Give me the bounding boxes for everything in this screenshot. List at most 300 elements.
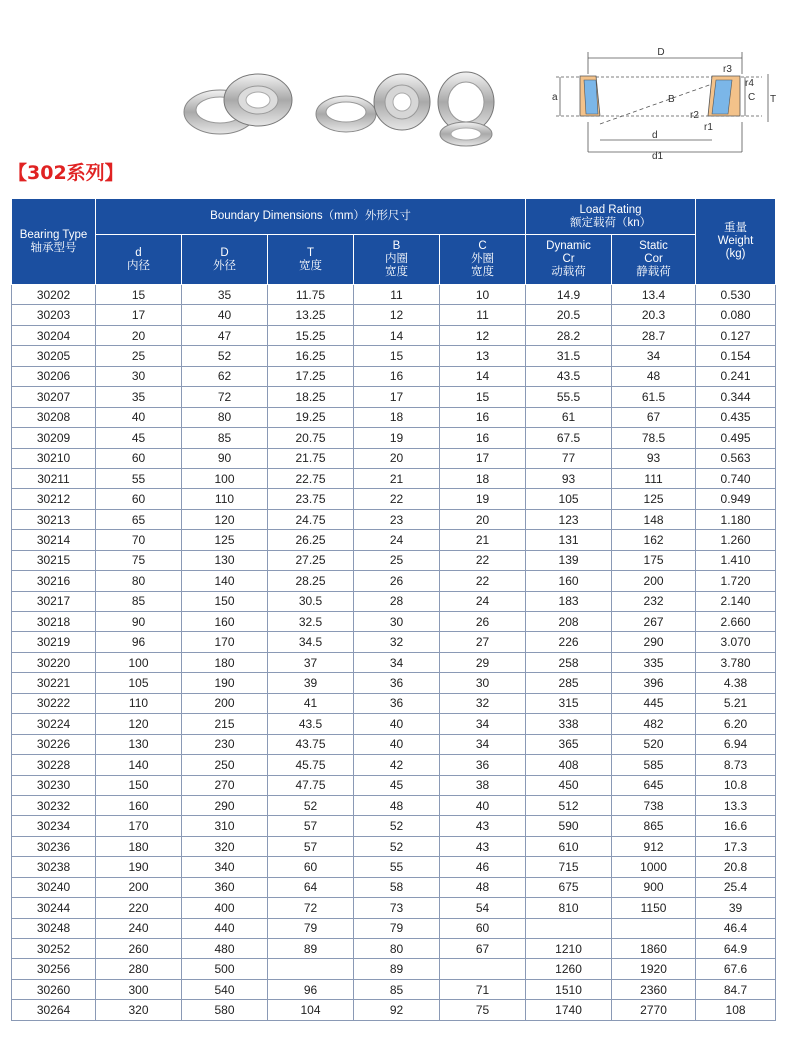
table-row	[12, 755, 776, 775]
cell-T	[268, 959, 354, 979]
cell-C: 43	[440, 836, 526, 856]
cell-B: 52	[354, 816, 440, 836]
cell-weight: 3.780	[696, 652, 776, 672]
table-row	[12, 877, 776, 897]
cell-C: 48	[440, 877, 526, 897]
cell-C: 36	[440, 755, 526, 775]
cell-bearing-type: 30214	[12, 530, 96, 550]
cell-d: 60	[96, 489, 182, 509]
cell-weight: 17.3	[696, 836, 776, 856]
cell-static-cor: 520	[612, 734, 696, 754]
cell-static-cor: 1860	[612, 939, 696, 959]
cell-d: 240	[96, 918, 182, 938]
cell-B: 14	[354, 325, 440, 345]
cell-D: 500	[182, 959, 268, 979]
cell-d: 20	[96, 325, 182, 345]
cell-B: 20	[354, 448, 440, 468]
cell-D: 230	[182, 734, 268, 754]
cell-C: 67	[440, 939, 526, 959]
cell-static-cor: 148	[612, 509, 696, 529]
cell-bearing-type: 30221	[12, 673, 96, 693]
label-r4: r4	[745, 78, 754, 89]
cell-D: 52	[182, 346, 268, 366]
cell-bearing-type: 30230	[12, 775, 96, 795]
cell-C	[440, 959, 526, 979]
cell-dynamic-cr: 123	[526, 509, 612, 529]
cell-D: 480	[182, 939, 268, 959]
cell-d: 85	[96, 591, 182, 611]
cell-weight: 0.495	[696, 428, 776, 448]
cell-d: 25	[96, 346, 182, 366]
cell-C: 16	[440, 407, 526, 427]
header-T: T 宽度	[268, 235, 354, 285]
cell-static-cor: 335	[612, 652, 696, 672]
cell-static-cor: 865	[612, 816, 696, 836]
cell-B: 55	[354, 857, 440, 877]
cell-d: 45	[96, 428, 182, 448]
left-roller	[584, 80, 598, 114]
cell-T: 45.75	[268, 755, 354, 775]
cell-bearing-type: 30244	[12, 898, 96, 918]
cell-dynamic-cr: 1510	[526, 979, 612, 999]
cell-T: 24.75	[268, 509, 354, 529]
cell-T: 72	[268, 898, 354, 918]
bearing-spec-table	[11, 198, 776, 1021]
cell-C: 34	[440, 714, 526, 734]
cell-dynamic-cr: 810	[526, 898, 612, 918]
cell-weight: 10.8	[696, 775, 776, 795]
cell-C: 54	[440, 898, 526, 918]
cell-D: 190	[182, 673, 268, 693]
cell-d: 150	[96, 775, 182, 795]
cell-T: 28.25	[268, 571, 354, 591]
table-row	[12, 305, 776, 325]
table-row	[12, 959, 776, 979]
cell-C: 12	[440, 325, 526, 345]
table-row	[12, 898, 776, 918]
cell-dynamic-cr: 77	[526, 448, 612, 468]
cell-B: 36	[354, 693, 440, 713]
cell-d: 35	[96, 387, 182, 407]
cell-B: 85	[354, 979, 440, 999]
table-row	[12, 571, 776, 591]
cell-static-cor: 2360	[612, 979, 696, 999]
cell-d: 200	[96, 877, 182, 897]
cell-D: 130	[182, 550, 268, 570]
cell-dynamic-cr: 1740	[526, 1000, 612, 1020]
cell-bearing-type: 30228	[12, 755, 96, 775]
cell-dynamic-cr: 93	[526, 468, 612, 488]
cell-dynamic-cr: 408	[526, 755, 612, 775]
cell-d: 160	[96, 795, 182, 815]
cell-bearing-type: 30224	[12, 714, 96, 734]
cell-B: 17	[354, 387, 440, 407]
cell-weight: 0.740	[696, 468, 776, 488]
cell-dynamic-cr: 610	[526, 836, 612, 856]
cell-weight: 6.20	[696, 714, 776, 734]
bearing-cross-section-diagram	[540, 44, 780, 162]
cell-T: 22.75	[268, 468, 354, 488]
cell-bearing-type: 30205	[12, 346, 96, 366]
cell-D: 540	[182, 979, 268, 999]
cell-D: 340	[182, 857, 268, 877]
cell-d: 15	[96, 285, 182, 305]
cell-B: 52	[354, 836, 440, 856]
cell-D: 35	[182, 285, 268, 305]
cell-d: 130	[96, 734, 182, 754]
cell-bearing-type: 30238	[12, 857, 96, 877]
cell-dynamic-cr	[526, 918, 612, 938]
label-T: T	[770, 94, 777, 105]
header-D: D 外径	[182, 235, 268, 285]
cell-bearing-type: 30240	[12, 877, 96, 897]
cell-D: 150	[182, 591, 268, 611]
cell-B: 22	[354, 489, 440, 509]
cell-weight: 25.4	[696, 877, 776, 897]
cell-weight: 13.3	[696, 795, 776, 815]
table-row	[12, 407, 776, 427]
cell-d: 100	[96, 652, 182, 672]
cell-C: 34	[440, 734, 526, 754]
cell-dynamic-cr: 590	[526, 816, 612, 836]
cell-dynamic-cr: 183	[526, 591, 612, 611]
cell-d: 75	[96, 550, 182, 570]
cell-T: 30.5	[268, 591, 354, 611]
cell-weight: 1.180	[696, 509, 776, 529]
cell-D: 270	[182, 775, 268, 795]
table-row	[12, 489, 776, 509]
table-row	[12, 632, 776, 652]
cell-bearing-type: 30204	[12, 325, 96, 345]
cell-T: 64	[268, 877, 354, 897]
cell-weight: 39	[696, 898, 776, 918]
cell-bearing-type: 30215	[12, 550, 96, 570]
cell-T: 43.75	[268, 734, 354, 754]
cell-static-cor: 28.7	[612, 325, 696, 345]
header-boundary-dimensions: Boundary Dimensions（mm）外形尺寸	[96, 199, 526, 235]
cell-B: 16	[354, 366, 440, 386]
cell-bearing-type: 30202	[12, 285, 96, 305]
label-C: C	[748, 92, 756, 103]
cell-B: 26	[354, 571, 440, 591]
cell-static-cor: 20.3	[612, 305, 696, 325]
cell-static-cor	[612, 918, 696, 938]
cell-D: 215	[182, 714, 268, 734]
cell-bearing-type: 30213	[12, 509, 96, 529]
cell-D: 100	[182, 468, 268, 488]
cell-weight: 0.344	[696, 387, 776, 407]
cell-D: 180	[182, 652, 268, 672]
label-d1: d1	[652, 151, 664, 162]
cell-T: 26.25	[268, 530, 354, 550]
cell-B: 89	[354, 959, 440, 979]
table-row	[12, 591, 776, 611]
cell-d: 60	[96, 448, 182, 468]
cell-weight: 6.94	[696, 734, 776, 754]
cell-static-cor: 1000	[612, 857, 696, 877]
cell-C: 11	[440, 305, 526, 325]
cell-d: 110	[96, 693, 182, 713]
cell-dynamic-cr: 338	[526, 714, 612, 734]
table-row	[12, 468, 776, 488]
cell-D: 200	[182, 693, 268, 713]
cell-dynamic-cr: 315	[526, 693, 612, 713]
cell-bearing-type: 30207	[12, 387, 96, 407]
cell-C: 26	[440, 612, 526, 632]
cell-static-cor: 13.4	[612, 285, 696, 305]
cell-dynamic-cr: 365	[526, 734, 612, 754]
cell-weight: 0.530	[696, 285, 776, 305]
cell-D: 580	[182, 1000, 268, 1020]
cell-static-cor: 645	[612, 775, 696, 795]
cell-static-cor: 267	[612, 612, 696, 632]
table-row	[12, 509, 776, 529]
cell-C: 22	[440, 571, 526, 591]
header-B: B 内圈 宽度	[354, 235, 440, 285]
cell-static-cor: 912	[612, 836, 696, 856]
cell-d: 40	[96, 407, 182, 427]
table-row	[12, 918, 776, 938]
cell-dynamic-cr: 160	[526, 571, 612, 591]
cell-T: 43.5	[268, 714, 354, 734]
table-row	[12, 816, 776, 836]
label-a: a	[552, 92, 558, 103]
cell-d: 320	[96, 1000, 182, 1020]
cell-weight: 2.140	[696, 591, 776, 611]
cell-bearing-type: 30236	[12, 836, 96, 856]
cell-dynamic-cr: 450	[526, 775, 612, 795]
cell-B: 79	[354, 918, 440, 938]
cell-bearing-type: 30206	[12, 366, 96, 386]
table-body	[12, 285, 776, 1021]
cell-static-cor: 34	[612, 346, 696, 366]
cell-bearing-type: 30248	[12, 918, 96, 938]
table-row	[12, 530, 776, 550]
cell-B: 40	[354, 734, 440, 754]
cell-d: 30	[96, 366, 182, 386]
cell-d: 180	[96, 836, 182, 856]
label-r3: r3	[723, 64, 732, 75]
cell-T: 13.25	[268, 305, 354, 325]
cell-bearing-type: 30232	[12, 795, 96, 815]
table-row	[12, 836, 776, 856]
cell-B: 15	[354, 346, 440, 366]
header-C: C 外圈 宽度	[440, 235, 526, 285]
cell-static-cor: 93	[612, 448, 696, 468]
table-row	[12, 714, 776, 734]
cell-C: 14	[440, 366, 526, 386]
table-row	[12, 795, 776, 815]
cell-d: 280	[96, 959, 182, 979]
cell-dynamic-cr: 105	[526, 489, 612, 509]
cell-D: 310	[182, 816, 268, 836]
cell-B: 25	[354, 550, 440, 570]
cell-C: 10	[440, 285, 526, 305]
cell-static-cor: 67	[612, 407, 696, 427]
cell-static-cor: 738	[612, 795, 696, 815]
cell-dynamic-cr: 20.5	[526, 305, 612, 325]
cell-d: 105	[96, 673, 182, 693]
cell-weight: 3.070	[696, 632, 776, 652]
cell-static-cor: 232	[612, 591, 696, 611]
cell-static-cor: 1920	[612, 959, 696, 979]
cell-weight: 0.154	[696, 346, 776, 366]
cell-B: 92	[354, 1000, 440, 1020]
cell-T: 39	[268, 673, 354, 693]
cell-D: 72	[182, 387, 268, 407]
cell-B: 34	[354, 652, 440, 672]
cell-D: 290	[182, 795, 268, 815]
cell-T: 37	[268, 652, 354, 672]
cell-B: 73	[354, 898, 440, 918]
cell-weight: 1.260	[696, 530, 776, 550]
cell-B: 45	[354, 775, 440, 795]
cell-C: 38	[440, 775, 526, 795]
cell-T: 57	[268, 816, 354, 836]
cell-C: 71	[440, 979, 526, 999]
cell-D: 250	[182, 755, 268, 775]
cell-B: 18	[354, 407, 440, 427]
table-row	[12, 734, 776, 754]
cell-weight: 2.660	[696, 612, 776, 632]
cell-static-cor: 111	[612, 468, 696, 488]
cell-static-cor: 61.5	[612, 387, 696, 407]
cell-d: 17	[96, 305, 182, 325]
cell-static-cor: 2770	[612, 1000, 696, 1020]
cell-weight: 1.720	[696, 571, 776, 591]
cell-T: 16.25	[268, 346, 354, 366]
header-load-rating: Load Rating 额定载荷（kn）	[526, 199, 696, 235]
cell-d: 80	[96, 571, 182, 591]
cell-T: 79	[268, 918, 354, 938]
cell-B: 12	[354, 305, 440, 325]
table-row	[12, 693, 776, 713]
table-row	[12, 285, 776, 305]
cell-d: 65	[96, 509, 182, 529]
cell-dynamic-cr: 675	[526, 877, 612, 897]
cell-static-cor: 900	[612, 877, 696, 897]
table-row	[12, 1000, 776, 1020]
cell-dynamic-cr: 31.5	[526, 346, 612, 366]
cell-d: 55	[96, 468, 182, 488]
cell-B: 11	[354, 285, 440, 305]
cell-D: 440	[182, 918, 268, 938]
header-d: d 内径	[96, 235, 182, 285]
table-row	[12, 428, 776, 448]
cell-weight: 64.9	[696, 939, 776, 959]
cell-dynamic-cr: 512	[526, 795, 612, 815]
cell-T: 52	[268, 795, 354, 815]
cell-bearing-type: 30203	[12, 305, 96, 325]
cell-static-cor: 290	[612, 632, 696, 652]
cell-weight: 108	[696, 1000, 776, 1020]
cell-weight: 0.241	[696, 366, 776, 386]
series-title: 【302系列】	[8, 162, 124, 184]
table-row	[12, 979, 776, 999]
cell-bearing-type: 30208	[12, 407, 96, 427]
table-row	[12, 387, 776, 407]
cell-T: 18.25	[268, 387, 354, 407]
cell-C: 21	[440, 530, 526, 550]
cell-bearing-type: 30211	[12, 468, 96, 488]
cell-T: 19.25	[268, 407, 354, 427]
cell-d: 220	[96, 898, 182, 918]
cell-bearing-type: 30260	[12, 979, 96, 999]
cell-T: 104	[268, 1000, 354, 1020]
cell-D: 47	[182, 325, 268, 345]
bearing-photo-2	[312, 62, 432, 144]
cell-weight: 67.6	[696, 959, 776, 979]
cell-static-cor: 175	[612, 550, 696, 570]
cell-d: 300	[96, 979, 182, 999]
cell-C: 15	[440, 387, 526, 407]
cell-D: 320	[182, 836, 268, 856]
label-D: D	[657, 47, 665, 58]
cell-T: 15.25	[268, 325, 354, 345]
cell-T: 20.75	[268, 428, 354, 448]
bearing-photo-1	[178, 62, 298, 144]
cell-dynamic-cr: 285	[526, 673, 612, 693]
table-row	[12, 325, 776, 345]
cell-bearing-type: 30256	[12, 959, 96, 979]
cell-d: 190	[96, 857, 182, 877]
cell-weight: 4.38	[696, 673, 776, 693]
cell-D: 160	[182, 612, 268, 632]
cell-D: 85	[182, 428, 268, 448]
cell-D: 90	[182, 448, 268, 468]
cell-D: 62	[182, 366, 268, 386]
cell-dynamic-cr: 61	[526, 407, 612, 427]
cell-B: 24	[354, 530, 440, 550]
table-row	[12, 366, 776, 386]
table-row	[12, 775, 776, 795]
cell-C: 75	[440, 1000, 526, 1020]
table-row	[12, 550, 776, 570]
cell-d: 140	[96, 755, 182, 775]
cell-dynamic-cr: 43.5	[526, 366, 612, 386]
cell-C: 30	[440, 673, 526, 693]
cell-bearing-type: 30226	[12, 734, 96, 754]
cell-static-cor: 585	[612, 755, 696, 775]
cell-bearing-type: 30264	[12, 1000, 96, 1020]
cell-T: 21.75	[268, 448, 354, 468]
table-row	[12, 448, 776, 468]
cell-static-cor: 482	[612, 714, 696, 734]
cell-C: 27	[440, 632, 526, 652]
cell-C: 22	[440, 550, 526, 570]
header-weight: 重量 Weight (kg)	[696, 199, 776, 285]
cell-D: 170	[182, 632, 268, 652]
cell-B: 42	[354, 755, 440, 775]
cell-d: 90	[96, 612, 182, 632]
cell-B: 58	[354, 877, 440, 897]
cell-C: 32	[440, 693, 526, 713]
cell-d: 260	[96, 939, 182, 959]
cell-d: 170	[96, 816, 182, 836]
cell-C: 43	[440, 816, 526, 836]
header-illustrations	[0, 0, 790, 160]
cell-T: 96	[268, 979, 354, 999]
cell-dynamic-cr: 1210	[526, 939, 612, 959]
cell-C: 18	[440, 468, 526, 488]
cell-D: 80	[182, 407, 268, 427]
cell-bearing-type: 30218	[12, 612, 96, 632]
cell-D: 140	[182, 571, 268, 591]
cell-B: 32	[354, 632, 440, 652]
cell-bearing-type: 30234	[12, 816, 96, 836]
cell-weight: 1.410	[696, 550, 776, 570]
cell-D: 125	[182, 530, 268, 550]
